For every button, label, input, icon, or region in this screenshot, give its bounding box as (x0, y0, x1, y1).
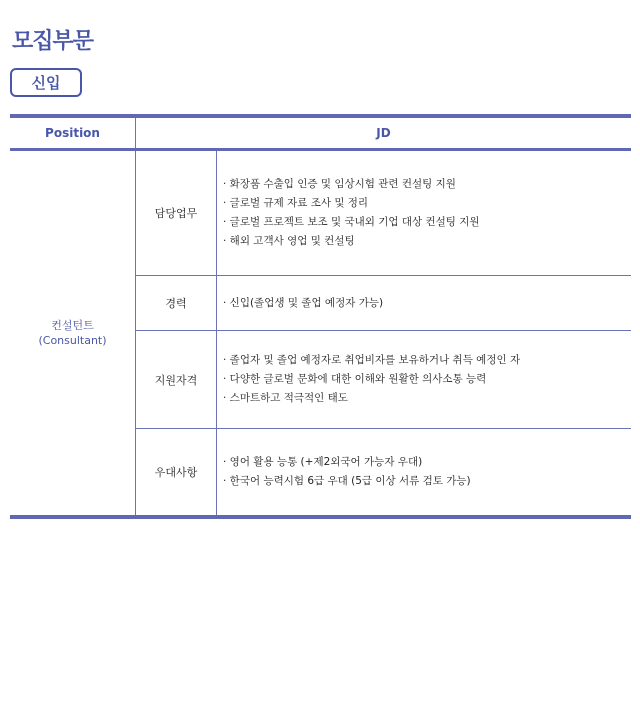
table-body (10, 151, 631, 519)
position-name: 컨설턴트 (51, 319, 94, 332)
table-header (10, 118, 631, 151)
list-item: · 스마트하고 적극적인 태도 (223, 392, 348, 404)
jd-rows (136, 151, 631, 515)
header-jd: JD (376, 126, 391, 140)
list-item: · 글로벌 규제 자료 조사 및 정리 (223, 197, 369, 209)
list-item: · 글로벌 프로젝트 보조 및 국내외 기업 대상 컨설팅 지원 (223, 216, 480, 228)
list-item: · 졸업자 및 졸업 예정자로 취업비자를 보유하거나 취득 예정인 자 (223, 354, 521, 366)
category-badge: 신입 (10, 68, 82, 97)
position-cell (10, 151, 136, 515)
jd-row-duties (136, 151, 631, 276)
jd-row-preferred (136, 429, 631, 515)
row-label: 우대사항 (136, 429, 217, 515)
jd-row-qualifications (136, 331, 631, 429)
list-item: · 영어 활용 능통 (+제2외국어 가능자 우대) (223, 456, 423, 468)
list-item: · 한국어 능력시험 6급 우대 (5급 이상 서류 검토 가능) (223, 475, 471, 487)
page-title: 모집부문 (12, 29, 94, 54)
list-item: · 해외 고객사 영업 및 컨설팅 (223, 235, 355, 247)
row-items (217, 276, 631, 330)
list-item: · 다양한 글로벌 문화에 대한 이해와 원활한 의사소통 능력 (223, 373, 487, 385)
row-items (217, 151, 631, 275)
row-label: 경력 (136, 276, 217, 330)
header-position: Position (10, 118, 136, 148)
row-label: 지원자격 (136, 331, 217, 428)
jd-row-experience (136, 276, 631, 331)
recruitment-table (10, 114, 631, 519)
position-name-en: (Consultant) (38, 334, 107, 347)
list-item: · 신입(졸업생 및 졸업 예정자 가능) (223, 296, 384, 309)
list-item: · 화장품 수출입 인증 및 임상시험 관련 컨설팅 지원 (223, 178, 456, 190)
row-items (217, 429, 631, 515)
row-label: 담당업무 (136, 151, 217, 275)
row-items (217, 331, 631, 428)
